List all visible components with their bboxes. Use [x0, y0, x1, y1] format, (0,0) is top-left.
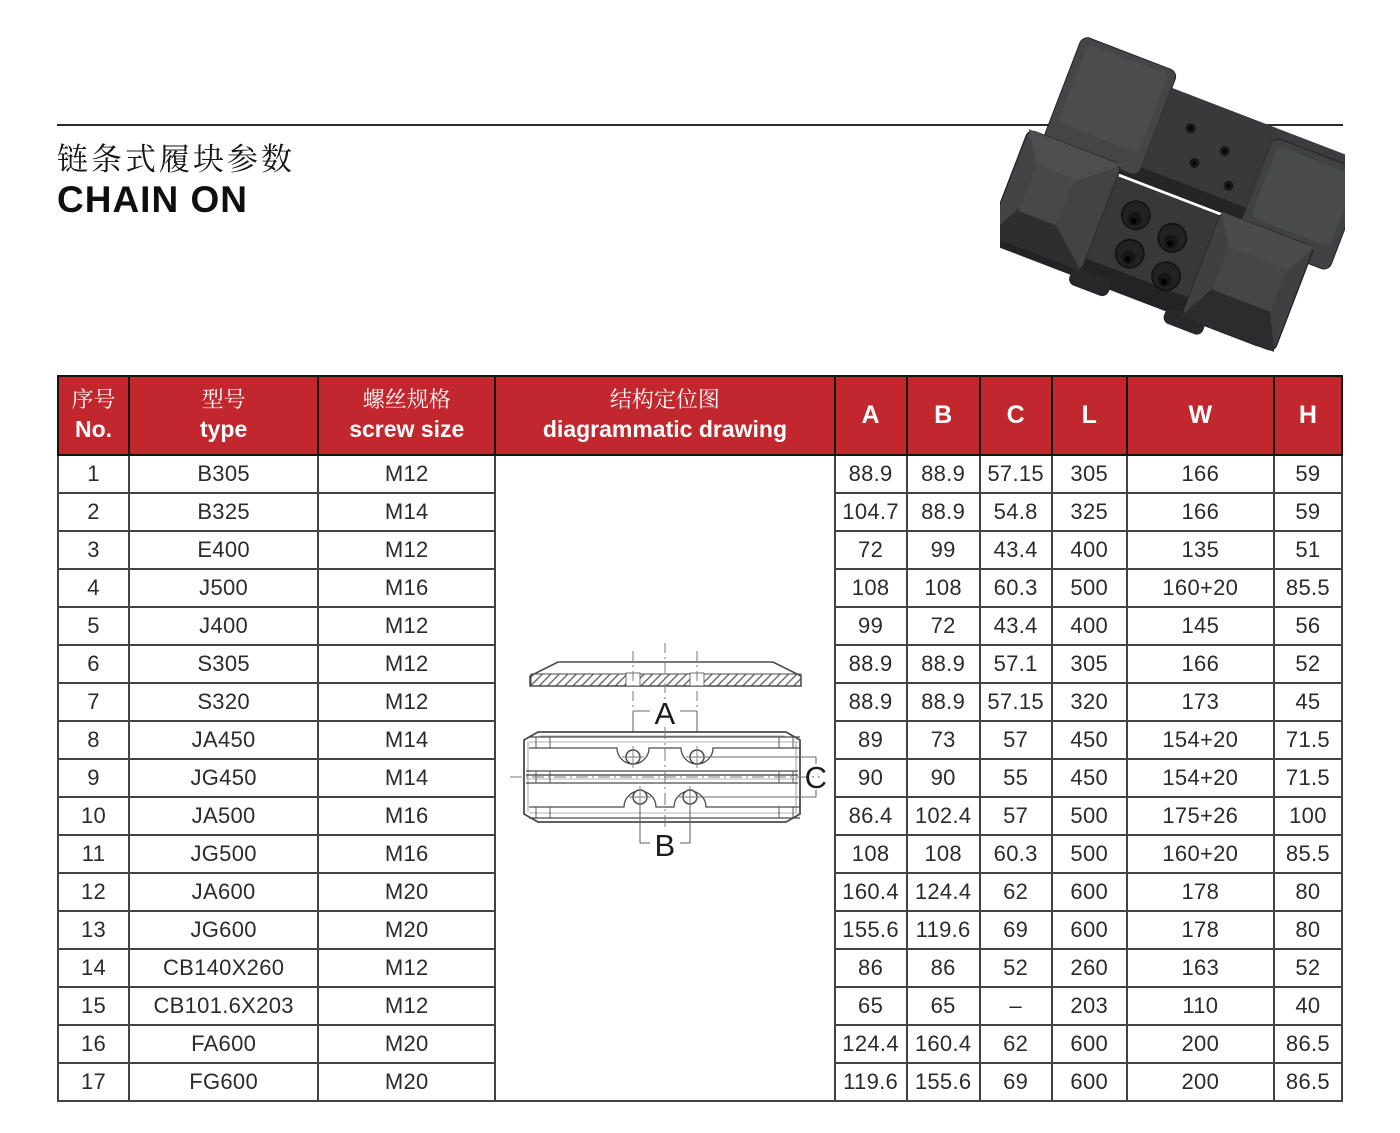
column-header-c: C	[980, 376, 1052, 455]
cell-b: 86	[907, 949, 980, 987]
cell-l: 450	[1052, 759, 1127, 797]
cell-a: 108	[835, 835, 907, 873]
cell-c: 57	[980, 797, 1052, 835]
cell-w: 154+20	[1127, 759, 1274, 797]
diagrammatic-drawing	[498, 471, 833, 1079]
cell-c: 54.8	[980, 493, 1052, 531]
cell-no: 16	[58, 1025, 129, 1063]
cell-screw-size: M20	[318, 873, 495, 911]
cell-l: 400	[1052, 607, 1127, 645]
cell-h: 45	[1274, 683, 1342, 721]
cell-screw-size: M12	[318, 607, 495, 645]
cell-c: 62	[980, 1025, 1052, 1063]
cell-l: 320	[1052, 683, 1127, 721]
diagram-cell	[495, 455, 834, 1101]
cell-type: JA450	[129, 721, 318, 759]
header-row	[58, 376, 1342, 455]
cell-b: 99	[907, 531, 980, 569]
cell-screw-size: M12	[318, 455, 495, 493]
cell-b: 155.6	[907, 1063, 980, 1101]
cell-type: JA600	[129, 873, 318, 911]
cell-h: 52	[1274, 949, 1342, 987]
cell-b: 88.9	[907, 455, 980, 493]
cell-b: 73	[907, 721, 980, 759]
page-title-en: CHAIN ON	[57, 178, 248, 220]
cell-type: JG450	[129, 759, 318, 797]
cell-c: 55	[980, 759, 1052, 797]
cell-type: FA600	[129, 1025, 318, 1063]
cell-screw-size: M14	[318, 493, 495, 531]
cell-a: 86.4	[835, 797, 907, 835]
cell-b: 108	[907, 835, 980, 873]
cell-w: 178	[1127, 911, 1274, 949]
cell-l: 600	[1052, 1025, 1127, 1063]
cell-type: J400	[129, 607, 318, 645]
cell-l: 500	[1052, 797, 1127, 835]
cell-l: 500	[1052, 569, 1127, 607]
cell-l: 305	[1052, 455, 1127, 493]
cell-l: 600	[1052, 911, 1127, 949]
cell-no: 2	[58, 493, 129, 531]
cell-type: JG500	[129, 835, 318, 873]
cell-a: 104.7	[835, 493, 907, 531]
cell-c: 60.3	[980, 835, 1052, 873]
cell-a: 86	[835, 949, 907, 987]
cell-b: 160.4	[907, 1025, 980, 1063]
cell-screw-size: M16	[318, 835, 495, 873]
cell-w: 110	[1127, 987, 1274, 1025]
cell-no: 6	[58, 645, 129, 683]
column-header-a: A	[835, 376, 907, 455]
cell-a: 90	[835, 759, 907, 797]
cell-a: 88.9	[835, 683, 907, 721]
cell-no: 4	[58, 569, 129, 607]
cell-c: 57.15	[980, 455, 1052, 493]
cell-l: 400	[1052, 531, 1127, 569]
cell-h: 80	[1274, 873, 1342, 911]
cell-no: 14	[58, 949, 129, 987]
cell-type: B305	[129, 455, 318, 493]
cell-screw-size: M16	[318, 797, 495, 835]
table-row	[58, 455, 1342, 493]
cell-type: J500	[129, 569, 318, 607]
cell-l: 500	[1052, 835, 1127, 873]
cell-w: 200	[1127, 1063, 1274, 1101]
cell-w: 178	[1127, 873, 1274, 911]
cell-w: 173	[1127, 683, 1274, 721]
cell-screw-size: M14	[318, 721, 495, 759]
cell-c: 57.15	[980, 683, 1052, 721]
cell-c: 69	[980, 911, 1052, 949]
cell-no: 3	[58, 531, 129, 569]
cell-b: 88.9	[907, 493, 980, 531]
cell-screw-size: M20	[318, 1025, 495, 1063]
cell-w: 160+20	[1127, 835, 1274, 873]
cell-l: 203	[1052, 987, 1127, 1025]
cell-a: 99	[835, 607, 907, 645]
column-header-l: L	[1052, 376, 1127, 455]
cell-h: 80	[1274, 911, 1342, 949]
cell-no: 13	[58, 911, 129, 949]
cell-b: 108	[907, 569, 980, 607]
cell-c: 57.1	[980, 645, 1052, 683]
cell-screw-size: M12	[318, 645, 495, 683]
column-header-h: H	[1274, 376, 1342, 455]
cell-type: CB140X260	[129, 949, 318, 987]
cell-no: 8	[58, 721, 129, 759]
cell-no: 15	[58, 987, 129, 1025]
cell-h: 52	[1274, 645, 1342, 683]
cell-l: 325	[1052, 493, 1127, 531]
cell-h: 86.5	[1274, 1025, 1342, 1063]
cell-a: 89	[835, 721, 907, 759]
cell-screw-size: M12	[318, 987, 495, 1025]
cell-b: 88.9	[907, 645, 980, 683]
cell-no: 10	[58, 797, 129, 835]
cell-screw-size: M20	[318, 1063, 495, 1101]
cell-a: 108	[835, 569, 907, 607]
track-pads-render	[1000, 28, 1345, 358]
cell-b: 72	[907, 607, 980, 645]
cell-type: JA500	[129, 797, 318, 835]
cell-l: 260	[1052, 949, 1127, 987]
column-header-w: W	[1127, 376, 1274, 455]
page-title-block	[57, 142, 295, 220]
cell-type: JG600	[129, 911, 318, 949]
cell-a: 88.9	[835, 455, 907, 493]
cell-h: 59	[1274, 455, 1342, 493]
cell-l: 305	[1052, 645, 1127, 683]
cell-no: 11	[58, 835, 129, 873]
cell-h: 86.5	[1274, 1063, 1342, 1101]
cell-type: FG600	[129, 1063, 318, 1101]
cell-a: 155.6	[835, 911, 907, 949]
cell-screw-size: M12	[318, 683, 495, 721]
cell-type: E400	[129, 531, 318, 569]
cell-c: 52	[980, 949, 1052, 987]
cell-no: 9	[58, 759, 129, 797]
cell-no: 7	[58, 683, 129, 721]
cell-c: 43.4	[980, 531, 1052, 569]
dimension-label-b: B	[654, 828, 676, 863]
dimension-label-a: A	[654, 696, 676, 731]
cell-w: 145	[1127, 607, 1274, 645]
column-header-no: 序号 No.	[58, 376, 129, 455]
cell-h: 51	[1274, 531, 1342, 569]
cell-type: S320	[129, 683, 318, 721]
cell-c: 43.4	[980, 607, 1052, 645]
cell-h: 85.5	[1274, 569, 1342, 607]
cell-w: 166	[1127, 645, 1274, 683]
cell-type: CB101.6X203	[129, 987, 318, 1025]
cell-b: 65	[907, 987, 980, 1025]
cell-a: 88.9	[835, 645, 907, 683]
cell-w: 175+26	[1127, 797, 1274, 835]
cell-c: 69	[980, 1063, 1052, 1101]
cell-b: 102.4	[907, 797, 980, 835]
cell-w: 160+20	[1127, 569, 1274, 607]
cell-screw-size: M12	[318, 949, 495, 987]
cell-w: 163	[1127, 949, 1274, 987]
cell-h: 40	[1274, 987, 1342, 1025]
cell-c: 60.3	[980, 569, 1052, 607]
cell-h: 71.5	[1274, 759, 1342, 797]
cell-screw-size: M16	[318, 569, 495, 607]
track-pads-photo	[1000, 28, 1345, 358]
cell-a: 124.4	[835, 1025, 907, 1063]
cell-no: 12	[58, 873, 129, 911]
spec-table	[57, 375, 1343, 1102]
column-header-diagram: 结构定位图 diagrammatic drawing	[495, 376, 834, 455]
cell-type: S305	[129, 645, 318, 683]
cell-w: 166	[1127, 493, 1274, 531]
cell-h: 100	[1274, 797, 1342, 835]
cell-l: 600	[1052, 873, 1127, 911]
cell-a: 160.4	[835, 873, 907, 911]
cell-a: 72	[835, 531, 907, 569]
cell-w: 154+20	[1127, 721, 1274, 759]
table-body	[58, 455, 1342, 1101]
cell-h: 85.5	[1274, 835, 1342, 873]
cell-l: 450	[1052, 721, 1127, 759]
dimension-label-c: C	[804, 760, 828, 795]
cell-no: 1	[58, 455, 129, 493]
column-header-b: B	[907, 376, 980, 455]
cell-no: 17	[58, 1063, 129, 1101]
cell-w: 166	[1127, 455, 1274, 493]
cell-a: 65	[835, 987, 907, 1025]
cell-a: 119.6	[835, 1063, 907, 1101]
column-header-screw-size: 螺丝规格 screw size	[318, 376, 495, 455]
cell-screw-size: M12	[318, 531, 495, 569]
page-title-cn: 链条式履块参数	[57, 142, 295, 177]
cell-no: 5	[58, 607, 129, 645]
cell-w: 200	[1127, 1025, 1274, 1063]
cell-h: 71.5	[1274, 721, 1342, 759]
cell-h: 59	[1274, 493, 1342, 531]
cell-b: 88.9	[907, 683, 980, 721]
cell-l: 600	[1052, 1063, 1127, 1101]
cell-h: 56	[1274, 607, 1342, 645]
cell-screw-size: M14	[318, 759, 495, 797]
cell-screw-size: M20	[318, 911, 495, 949]
cell-b: 90	[907, 759, 980, 797]
cell-b: 119.6	[907, 911, 980, 949]
cell-w: 135	[1127, 531, 1274, 569]
cell-c: 57	[980, 721, 1052, 759]
cell-type: B325	[129, 493, 318, 531]
column-header-type: 型号 type	[129, 376, 318, 455]
cell-b: 124.4	[907, 873, 980, 911]
cell-c: 62	[980, 873, 1052, 911]
cell-c: –	[980, 987, 1052, 1025]
